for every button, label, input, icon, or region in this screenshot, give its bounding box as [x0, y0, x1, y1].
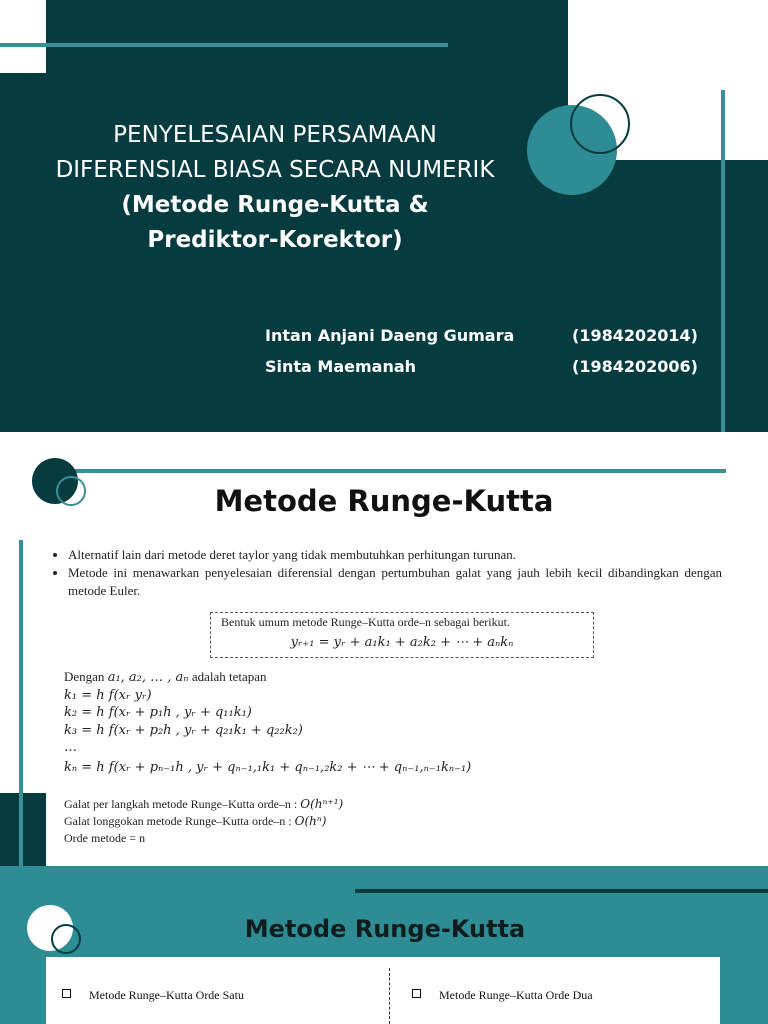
bullet-item: • Metode ini menawarkan penyelesaian diferensial dengan pertumbuhan galat yang jauh lebih kecil dibandingkan dengan metode Euler.	[68, 564, 722, 600]
k2-equation: k₂ = h f(xᵣ + p₁h , yᵣ + q₁₁k₁)	[64, 705, 252, 720]
slide3-heading: Metode Runge-Kutta	[244, 915, 526, 943]
left-vertical-accent-line	[19, 540, 23, 866]
bullet-item: • Alternatif lain dari metode deret taylor yang tidak membutuhkan perhitungan turunan.	[68, 546, 722, 564]
left-dark-bar	[0, 793, 46, 866]
outline-circle	[570, 94, 630, 154]
title-line-2: DIFERENSIAL BIASA SECARA NUMERIK	[55, 157, 495, 183]
author-2-name: Sinta Maemanah	[265, 357, 417, 376]
top-accent-line	[0, 43, 448, 47]
box-text: Bentuk umum metode Runge–Kutta orde–n sebagai berikut.	[221, 615, 510, 629]
author-1-id: (1984202014)	[572, 326, 698, 345]
title-line-3: (Metode Runge-Kutta &	[121, 192, 429, 218]
k-definitions	[64, 668, 724, 776]
bullet-list	[40, 546, 722, 600]
general-formula: yᵣ₊₁ = yᵣ + a₁k₁ + a₂k₂ + ⋯ + aₙkₙ	[290, 635, 514, 650]
general-form-box	[210, 612, 594, 658]
orde-metode: Orde metode = n	[64, 831, 146, 845]
title-slide	[0, 0, 768, 432]
list-item-orde-satu: Metode Runge–Kutta Orde Satu	[62, 988, 244, 1003]
presentation-title	[10, 118, 540, 258]
dark-accent-line	[355, 889, 768, 893]
checkbox-icon	[412, 989, 421, 998]
defs-intro: Dengan a₁, a₂, … , aₙ adalah tetapan	[64, 669, 267, 685]
title-line-4: Prediktor-Korektor)	[147, 227, 403, 253]
error-info	[64, 796, 564, 847]
author-1-name: Intan Anjani Daeng Gumara	[265, 326, 515, 345]
kn-equation: kₙ = h f(xᵣ + pₙ₋₁h , yᵣ + qₙ₋₁,₁k₁ + qₙ₋₁,₂k₂ + ⋯ + qₙ₋₁,ₙ₋₁kₙ₋₁)	[64, 759, 472, 775]
white-corner-block	[0, 0, 46, 73]
vertical-accent-line	[721, 90, 725, 470]
galat-per-langkah: Galat per langkah metode Runge–Kutta orde–n : O(hⁿ⁺¹)	[64, 797, 344, 811]
galat-longgokan: Galat longgokan metode Runge–Kutta orde–n : O(hⁿ)	[64, 814, 327, 828]
k1-equation: k₁ = h f(xᵣ yᵣ)	[64, 687, 152, 703]
title-line-1: PENYELESAIAN PERSAMAAN	[113, 122, 437, 148]
horizontal-accent-line	[72, 469, 726, 473]
dashed-divider	[389, 968, 390, 1024]
checkbox-icon	[62, 989, 71, 998]
k3-equation: k₃ = h f(xᵣ + p₂h , yᵣ + q₂₁k₁ + q₂₂k₂)	[64, 722, 303, 738]
slide2-heading: Metode Runge-Kutta	[214, 484, 554, 518]
list-item-orde-dua: Metode Runge–Kutta Orde Dua	[412, 988, 593, 1003]
author-2-id: (1984202006)	[572, 357, 698, 376]
ellipsis: …	[64, 740, 77, 755]
